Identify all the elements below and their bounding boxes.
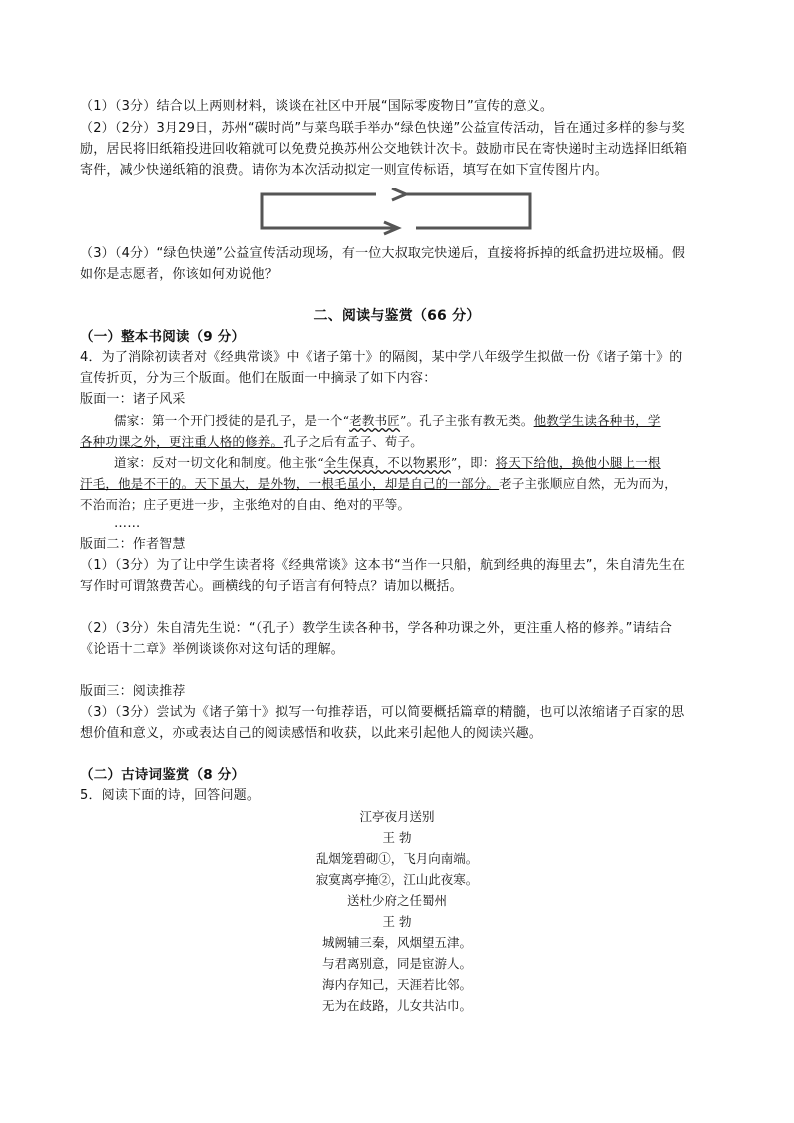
panel-3-heading: 版面三：阅读推荐 (80, 684, 186, 699)
text-run: ”，即： (450, 455, 496, 470)
question-3-line-1: （3）（4分）“绿色快递”公益宣传活动现场，有一位大叔取完快递后，直接将拆掉的纸盒扔进垃圾桶。假 (80, 246, 686, 261)
poem-2-line-4: 无为在歧路，儿女共沾巾。 (321, 998, 472, 1013)
confucian-paragraph-line-2 (80, 432, 423, 452)
question-5: 5．阅读下面的诗，回答问题。 (80, 788, 261, 803)
poem-2-title: 送杜少府之任蜀州 (346, 893, 447, 908)
poem-1-line-2: 寂寞离亭掩②，江山此夜寒。 (315, 872, 479, 887)
taoist-paragraph-line-3: 不治而治；庄子更进一步，主张绝对的自由、绝对的平等。 (80, 497, 411, 512)
poem-2-line-1: 城阙辅三秦，风烟望五津。 (321, 935, 472, 950)
text-run: ”。孔子主张有教无类。 (400, 413, 534, 428)
confucian-paragraph-line-1 (114, 411, 661, 431)
poem-1-title: 江亭夜月送别 (359, 809, 435, 824)
poem-2-line-3: 海内存知己，天涯若比邻。 (321, 977, 472, 992)
underlined-sentence: 各种功课之外，更注重人格的修养。 (80, 434, 284, 449)
poem-1-line-1: 乱烟笼碧砌①，飞月向南端。 (315, 851, 479, 866)
taoist-paragraph-line-1 (114, 453, 661, 473)
panel-2-q1-line-1: （1）（3分）为了让中学生读者将《经典常谈》这本书“当作一只船，航到经典的海里去”，朱自清先生在 (80, 558, 686, 573)
taoist-paragraph-line-2 (80, 474, 677, 494)
poem-2-author: 王 勃 (382, 914, 412, 929)
question-2-line-1: （2）（2分）3月29日，苏州“碳时尚”与菜鸟联手举办“绿色快递”公益宣传活动，旨在通过多样的参与奖 (80, 121, 685, 136)
wavy-underlined-text: 全生保真，不以物累形 (323, 455, 451, 470)
question-1: （1）（3分）结合以上两则材料，谈谈在社区中开展“国际零废物日”宣传的意义。 (80, 99, 554, 114)
slogan-arrow-box (256, 188, 536, 238)
underlined-sentence: 汗毛，他是不干的。天下虽大，是外物，一根毛虽小，却是自己的一部分。 (80, 476, 500, 491)
ellipsis: …… (114, 516, 141, 531)
subsection-2-title: （二）古诗词鉴赏（8 分） (80, 767, 246, 783)
text-run: 老子主张顺应自然，无为而为， (499, 476, 677, 491)
poem-1-author: 王 勃 (382, 830, 412, 845)
text-run: 儒家：第一个开门授徒的是孔子，是一个“ (114, 413, 350, 428)
question-4-line-2: 宣传折页，分为三个版面。他们在版面一中摘录了如下内容： (80, 371, 437, 386)
question-4-line-1: 4．为了消除初读者对《经典常谈》中《诸子第十》的隔阂，某中学八年级学生拟做一份《诸子第十》的 (80, 350, 683, 365)
underlined-sentence: 他教学生读各种书，学 (533, 413, 661, 428)
panel-2-q2-line-2: 《论语十二章》举例谈谈你对这句话的理解。 (80, 642, 345, 657)
panel-2-heading: 版面二：作者智慧 (80, 537, 186, 552)
panel-3-q3-line-1: （3）（3分）尝试为《诸子第十》拟写一句推荐语，可以简要概括篇章的精髓，也可以浓缩诸子百家的思 (80, 705, 685, 720)
text-run: 道家：反对一切文化和制度。他主张“ (114, 455, 324, 470)
panel-2-q2-line-1: （2）（3分）朱自清先生说：“（孔子）教学生读各种书，学各种功课之外，更注重人格的修养。”请结合 (80, 621, 673, 636)
poem-2-line-2: 与君离别意，同是宦游人。 (321, 956, 472, 971)
question-3-line-2: 如你是志愿者，你该如何劝说他？ (80, 267, 279, 282)
panel-1-heading: 版面一：诸子风采 (80, 392, 186, 407)
question-2-line-2: 励，居民将旧纸箱投进回收箱就可以免费兑换苏州公交地铁计次卡。鼓励市民在寄快递时主动选择旧纸箱 (80, 142, 688, 157)
subsection-1-title: （一）整本书阅读（9 分） (80, 329, 246, 345)
panel-2-q1-line-2: 写作时可谓煞费苦心。画横线的句子语言有何特点？请加以概括。 (80, 579, 463, 594)
text-run: 孔子之后有孟子、荀子。 (283, 434, 423, 449)
panel-3-q3-line-2: 想价值和意义，亦或表达自己的阅读感悟和收获，以此来引起他人的阅读兴趣。 (80, 726, 543, 741)
question-2-line-3: 寄件，减少快递纸箱的浪费。请你为本次活动拟定一则宣传标语，填写在如下宣传图片内。 (80, 163, 609, 178)
section-2-title: 二、阅读与鉴赏（66 分） (313, 308, 481, 324)
underlined-sentence: 将天下给他，换他小腿上一根 (495, 455, 661, 470)
wavy-underlined-text: 老教书匠 (349, 413, 401, 428)
